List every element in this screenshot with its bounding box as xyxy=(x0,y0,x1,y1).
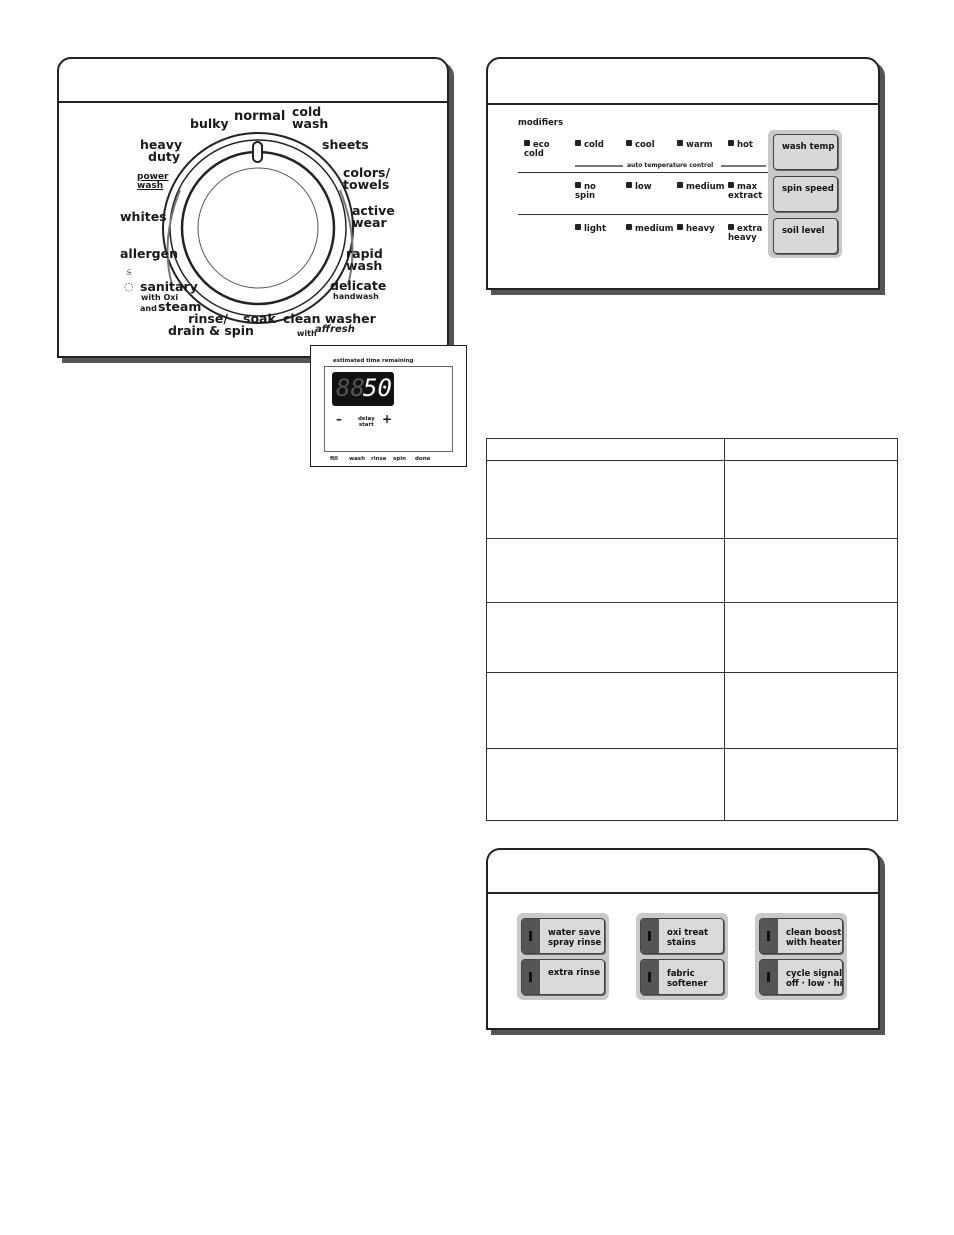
water-save-spray-rinse-button[interactable]: water save spray rinse xyxy=(521,918,605,954)
status-light-icon xyxy=(728,140,734,146)
row-divider xyxy=(518,214,768,215)
panel-header-divider xyxy=(488,892,878,894)
auto-temp-line-right xyxy=(721,165,766,167)
fabric-softener-button[interactable]: fabric softener xyxy=(640,959,724,995)
table-header-row xyxy=(487,439,898,461)
status-light-icon xyxy=(626,224,632,230)
spin-low: low xyxy=(626,182,652,192)
status-light-icon xyxy=(626,140,632,146)
stage-wash: wash xyxy=(349,456,365,462)
cycle-rinse-drain-spin: rinse/ drain & spin xyxy=(168,311,254,338)
temp-eco-cold: eco cold xyxy=(524,140,550,159)
status-light-icon xyxy=(575,140,581,146)
status-light-icon xyxy=(677,224,683,230)
cycle-sanitary-with-oxi: with Oxi xyxy=(141,293,179,302)
spin-no-spin: no spin xyxy=(575,182,596,201)
temp-cool: cool xyxy=(626,140,655,150)
spin-max-extract: max extract xyxy=(728,182,763,201)
row-divider xyxy=(518,172,768,173)
allergen-swirl-icon: ಽ xyxy=(126,265,132,278)
auto-temp-line-left xyxy=(575,165,623,167)
table-row xyxy=(487,461,898,539)
soil-heavy: heavy xyxy=(677,224,715,234)
cycle-sanitary-steam: steam xyxy=(158,299,202,314)
minus-button[interactable]: – xyxy=(336,412,342,426)
status-light-icon xyxy=(524,140,530,146)
reference-table xyxy=(486,438,898,821)
cycle-soak: soak xyxy=(243,311,276,326)
soil-level-button[interactable]: soil level xyxy=(773,218,838,254)
cycle-whites: whites xyxy=(120,209,167,224)
table-row xyxy=(487,673,898,749)
temp-cold: cold xyxy=(575,140,604,150)
time-readout-dim: 88 xyxy=(336,374,365,402)
affresh-logo: affresh xyxy=(315,324,355,335)
estimated-time-title: estimated time remaining xyxy=(333,358,414,364)
stage-done: done xyxy=(415,456,431,462)
stage-spin: spin xyxy=(393,456,407,462)
cycle-heavy-duty: heavy duty xyxy=(140,137,183,164)
status-light-icon xyxy=(575,224,581,230)
panel-header-divider xyxy=(59,101,447,103)
option-indicator-icon xyxy=(767,931,770,941)
soil-light: light xyxy=(575,224,606,234)
stage-rinse: rinse xyxy=(371,456,387,462)
cycle-sanitary: sanitary xyxy=(140,279,198,294)
temp-hot: hot xyxy=(728,140,753,150)
option-indicator-icon xyxy=(648,972,651,982)
panel-header-divider xyxy=(488,103,878,105)
clean-boost-button[interactable]: clean boost with heater xyxy=(759,918,843,954)
option-indicator-icon xyxy=(529,931,532,941)
soil-medium: medium xyxy=(626,224,674,234)
modifiers-header: modifiers xyxy=(518,118,564,128)
oxi-treat-stains-button[interactable]: oxi treat stains xyxy=(640,918,724,954)
spin-medium: medium xyxy=(677,182,725,192)
option-indicator-icon xyxy=(529,972,532,982)
delay-start-label: delay start xyxy=(358,416,375,428)
status-light-icon xyxy=(677,182,683,188)
temp-warm: warm xyxy=(677,140,713,150)
cycle-power-wash: power wash xyxy=(137,172,169,191)
table-row xyxy=(487,539,898,603)
wash-temp-button[interactable]: wash temp xyxy=(773,134,838,170)
table-row xyxy=(487,603,898,673)
soil-extra-heavy: extra heavy xyxy=(728,224,763,243)
cycle-sheets: sheets xyxy=(322,137,369,152)
status-light-icon xyxy=(728,182,734,188)
time-readout-value: 50 xyxy=(363,374,392,402)
status-light-icon xyxy=(677,140,683,146)
option-indicator-icon xyxy=(648,931,651,941)
status-light-icon xyxy=(575,182,581,188)
stage-fill: fill xyxy=(330,456,338,462)
cycle-signal-button[interactable]: cycle signal off · low · hi xyxy=(759,959,843,995)
auto-temp-label: auto temperature control xyxy=(627,162,714,169)
cycle-rapid-wash: rapid wash xyxy=(346,246,383,273)
option-indicator-icon xyxy=(767,972,770,982)
cycle-allergen: allergen xyxy=(120,246,178,261)
plus-button[interactable]: + xyxy=(382,412,393,426)
spin-speed-button[interactable]: spin speed xyxy=(773,176,838,212)
extra-rinse-button[interactable]: extra rinse xyxy=(521,959,605,995)
cycle-active-wear: active wear xyxy=(352,203,395,230)
cycle-clean-washer-with: with xyxy=(297,329,317,338)
cycle-normal: normal xyxy=(234,109,286,124)
status-light-icon xyxy=(626,182,632,188)
cycle-colors-towels: colors/ towels xyxy=(343,165,391,192)
cycle-delicate-handwash: handwash xyxy=(333,292,379,301)
table-row xyxy=(487,749,898,821)
status-light-icon xyxy=(728,224,734,230)
cycle-clean-washer: clean washer xyxy=(283,311,376,326)
cycle-delicate: delicate xyxy=(330,278,387,293)
cycle-sanitary-and: and xyxy=(140,304,157,313)
cycle-bulky: bulky xyxy=(190,116,229,131)
steam-swirl-icon: ◌ xyxy=(124,280,134,293)
cycle-cold-wash: cold wash xyxy=(292,104,329,131)
